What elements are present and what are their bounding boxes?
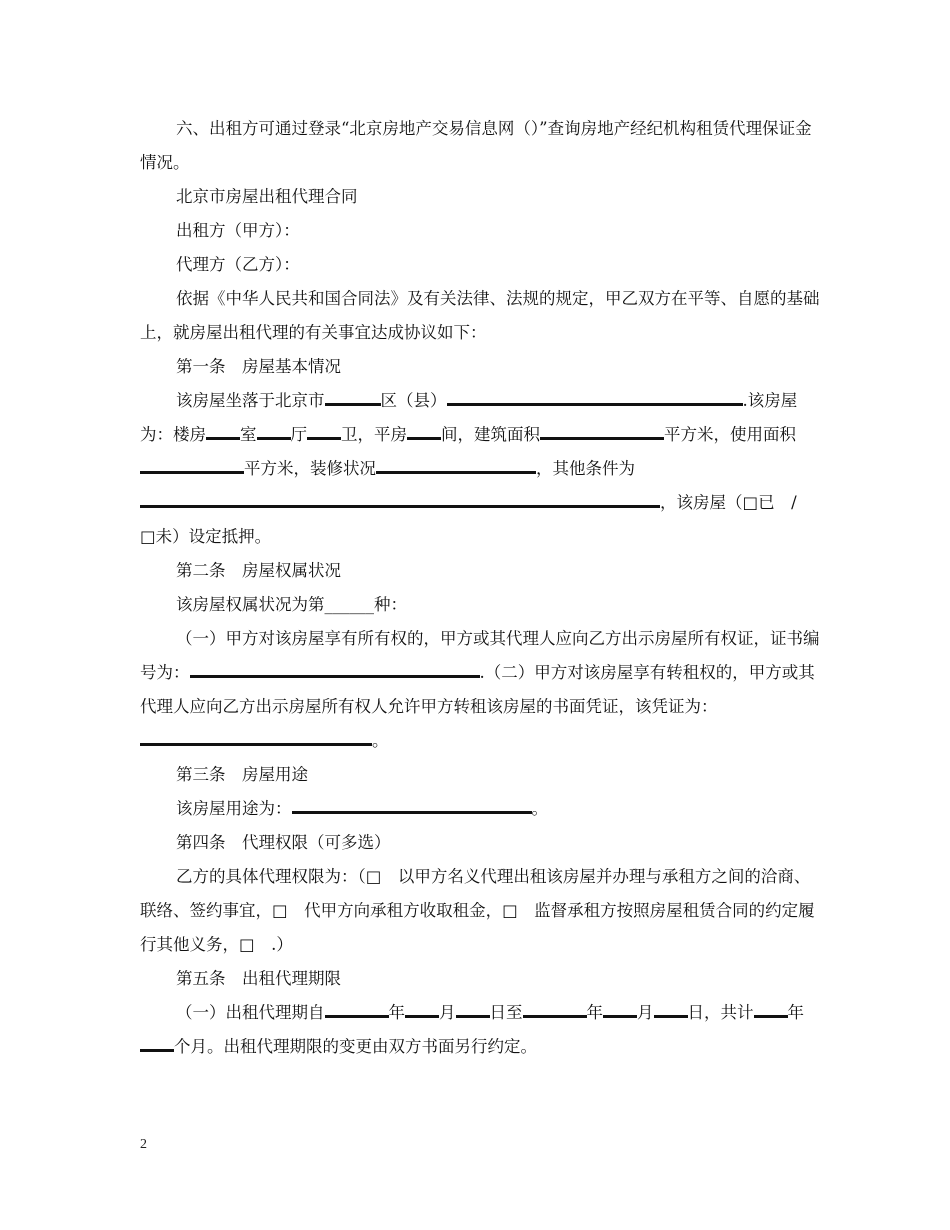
blank-usage bbox=[292, 799, 532, 814]
text-segment: 。 bbox=[531, 799, 548, 818]
agent-line: 代理方（乙方）： bbox=[176, 255, 300, 274]
text-segment: （一）甲方对该房屋享有所有权的，甲方或其代理人应向乙方出示房屋所有权证，证书编号为： bbox=[140, 629, 820, 682]
text-segment: （一）出租代理期自 bbox=[176, 1003, 325, 1022]
blank-start-day bbox=[456, 1003, 490, 1018]
document-page bbox=[140, 112, 820, 1064]
article-4-body: 乙方的具体代理权限为：（□ 以甲方名义代理出租该房屋并办理与承租方之间的洽商、联络、签约事宜，□ 代甲方向承租方收取租金，□ 监督承租方按照房屋租赁合同的约定履行其他义务，□ .） bbox=[140, 867, 815, 954]
text-segment: 个月。出租代理期限的变更由双方书面另行约定。 bbox=[174, 1037, 537, 1056]
text-segment: 室 bbox=[240, 425, 257, 444]
article-1-body bbox=[140, 384, 820, 554]
article-5-body bbox=[140, 996, 820, 1064]
text-segment: ，该房屋（□已 / □未）设定抵押。 bbox=[140, 493, 814, 546]
text-segment: 年 bbox=[787, 1003, 804, 1022]
text-segment: 厅 bbox=[290, 425, 307, 444]
blank-district bbox=[325, 391, 381, 406]
paragraph-deposit-notice: 六、出租方可通过登录“北京房地产交易信息网（）”查询房地产经纪机构租赁代理保证金情况。 bbox=[140, 119, 812, 172]
paragraph-preamble: 依据《中华人民共和国合同法》及有关法律、法规的规定，甲乙双方在平等、自愿的基础上，就房屋出租代理的有关事宜达成协议如下： bbox=[140, 289, 820, 342]
article-4-heading: 第四条 代理权限（可多选） bbox=[176, 833, 391, 852]
text-segment: 该房屋坐落于北京市 bbox=[176, 391, 325, 410]
text-segment: .该房屋为：楼房 bbox=[140, 391, 798, 444]
blank-address bbox=[447, 391, 743, 406]
text-segment: 月 bbox=[439, 1003, 456, 1022]
blank-start-month bbox=[405, 1003, 439, 1018]
blank-certificate-number bbox=[190, 663, 480, 678]
article-5-heading: 第五条 出租代理期限 bbox=[176, 969, 341, 988]
blank-end-day bbox=[654, 1003, 688, 1018]
text-segment: 间，建筑面积 bbox=[441, 425, 540, 444]
blank-total-months bbox=[140, 1037, 174, 1052]
blank-halls bbox=[257, 425, 291, 440]
blank-building-area bbox=[540, 425, 664, 440]
text-segment: 平方米，装修状况 bbox=[244, 459, 376, 478]
blank-total-years bbox=[754, 1003, 788, 1018]
text-segment: 。 bbox=[372, 731, 389, 750]
text-segment: 卫，平房 bbox=[341, 425, 407, 444]
article-2-type-line: 该房屋权属状况为第______种： bbox=[176, 595, 407, 614]
blank-rooms bbox=[206, 425, 240, 440]
text-segment: 日，共计 bbox=[687, 1003, 754, 1022]
article-3-heading: 第三条 房屋用途 bbox=[176, 765, 308, 784]
text-segment: 月 bbox=[637, 1003, 654, 1022]
blank-sublease-certificate bbox=[140, 731, 372, 746]
blank-other-conditions bbox=[140, 493, 660, 508]
blank-decoration bbox=[376, 459, 536, 474]
page-number: 2 bbox=[140, 1137, 147, 1152]
blank-bathrooms bbox=[307, 425, 341, 440]
article-2-body bbox=[140, 622, 820, 758]
blank-end-year bbox=[523, 1003, 587, 1018]
blank-usable-area bbox=[140, 459, 244, 474]
blank-bungalow-rooms bbox=[407, 425, 441, 440]
text-segment: 年 bbox=[586, 1003, 603, 1022]
text-segment: 该房屋用途为： bbox=[176, 799, 292, 818]
text-segment: 日至 bbox=[489, 1003, 523, 1022]
text-segment: 平方米，使用面积 bbox=[664, 425, 796, 444]
text-segment: .（二）甲方对该房屋享有转租权的，甲方或其代理人应向乙方出示房屋所有权人允许甲方转租该房屋的书面凭证，该凭证为： bbox=[140, 663, 815, 716]
blank-end-month bbox=[603, 1003, 637, 1018]
blank-start-year bbox=[325, 1003, 389, 1018]
contract-title: 北京市房屋出租代理合同 bbox=[176, 187, 358, 206]
lessor-line: 出租方（甲方）： bbox=[176, 221, 300, 240]
text-segment: ，其他条件为 bbox=[536, 459, 635, 478]
text-segment: 年 bbox=[388, 1003, 405, 1022]
article-1-heading: 第一条 房屋基本情况 bbox=[176, 357, 341, 376]
article-3-body bbox=[140, 792, 820, 826]
article-2-heading: 第二条 房屋权属状况 bbox=[176, 561, 341, 580]
text-segment: 区（县） bbox=[380, 391, 447, 410]
